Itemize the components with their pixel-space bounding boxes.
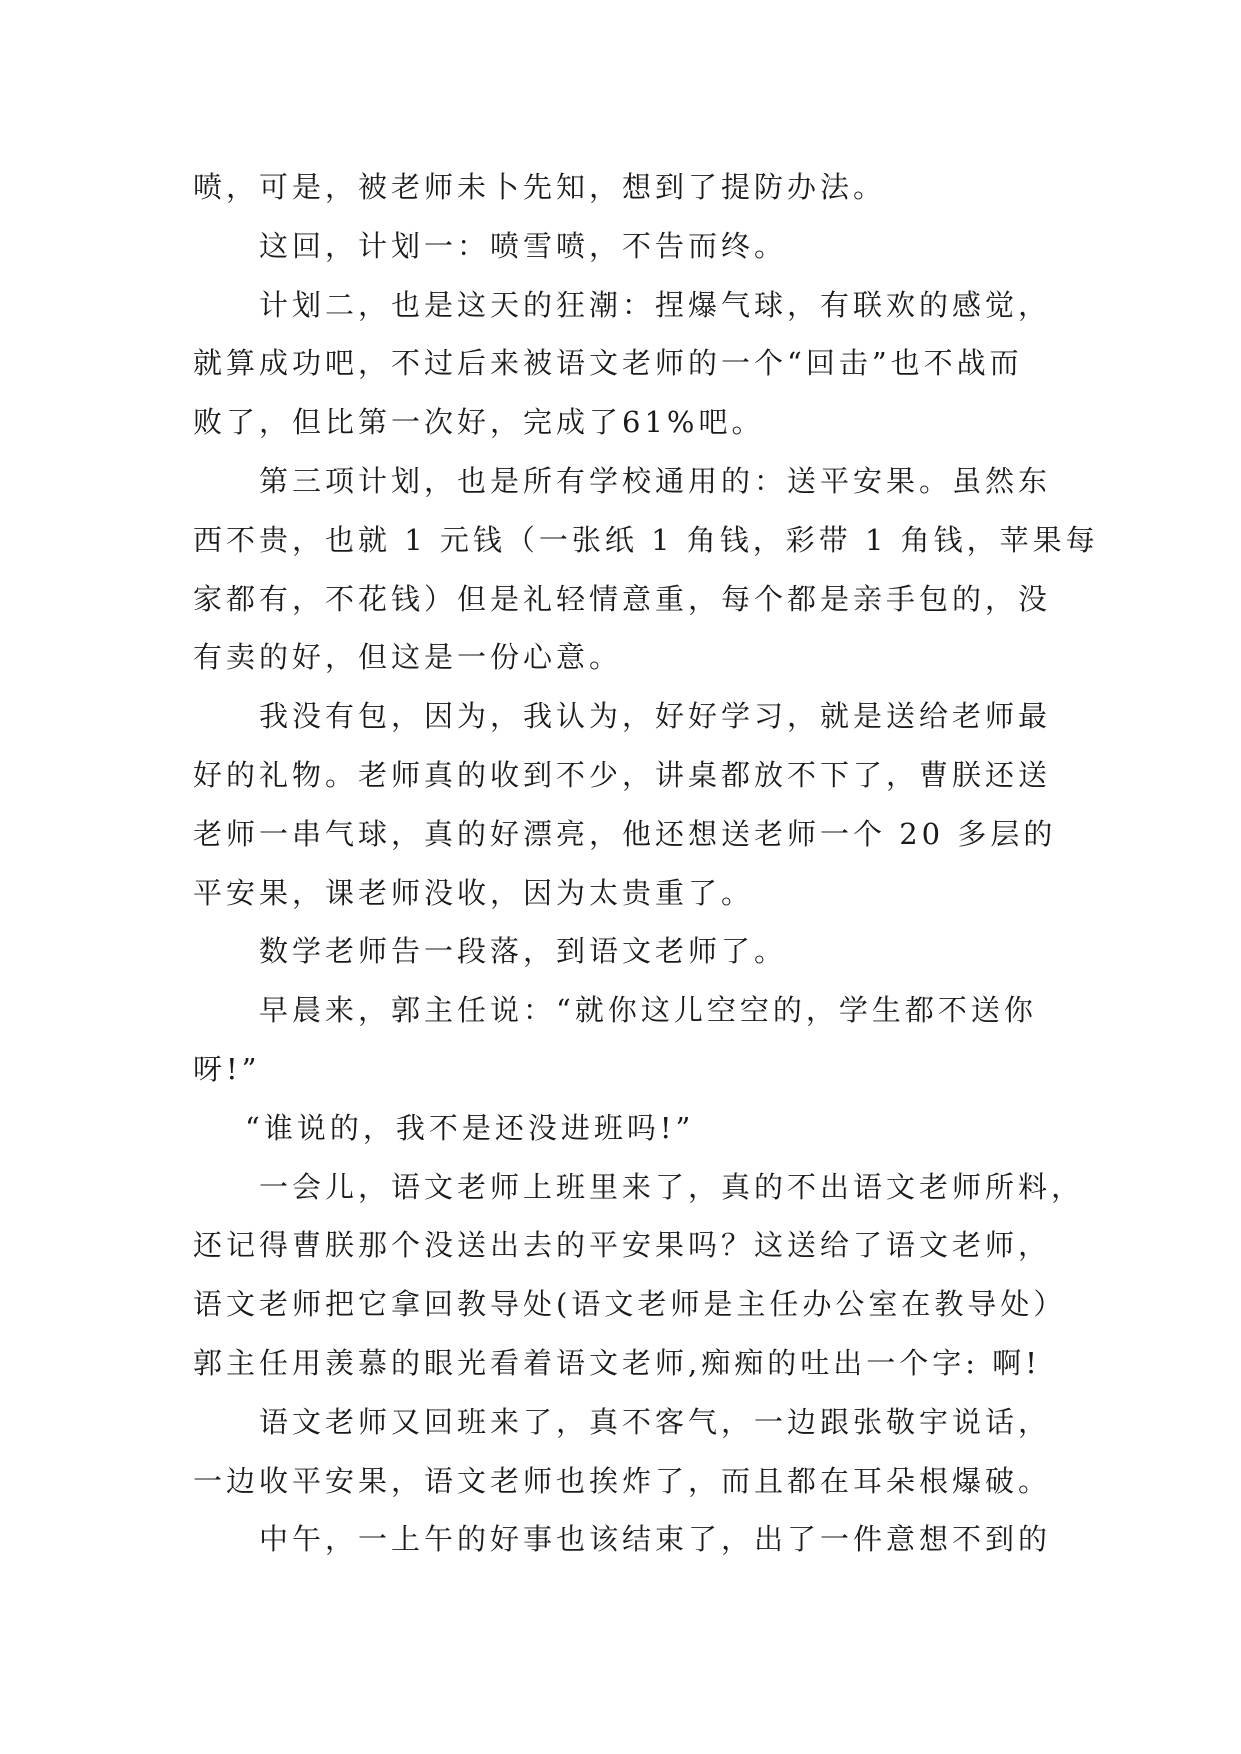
text-line: 计划二，也是这天的狂潮：捏爆气球，有联欢的感觉，	[259, 287, 1052, 322]
text-line: 败了，但比第一次好，完成了61%吧。	[193, 405, 765, 440]
text-line: 数学老师告一段落，到语文老师了。	[259, 934, 788, 969]
text-line: 家都有，不花钱）但是礼轻情意重，每个都是亲手包的，没	[193, 581, 1052, 616]
text-line: 一会儿，语文老师上班里来了，真的不出语文老师所料，	[259, 1169, 1085, 1204]
text-line: 早晨来，郭主任说：“就你这儿空空的，学生都不送你	[259, 993, 1037, 1028]
text-line: “谁说的，我不是还没进班吗!”	[245, 1110, 695, 1145]
text-line: 就算成功吧，不过后来被语文老师的一个“回击”也不战而	[193, 346, 1023, 381]
text-line: 第三项计划，也是所有学校通用的：送平安果。虽然东	[259, 463, 1052, 498]
document-body	[193, 158, 1099, 1569]
text-line: 喷，可是，被老师未卜先知，想到了提防办法。	[193, 170, 887, 204]
text-line: 好的礼物。老师真的收到不少，讲桌都放不下了，曹朕还送	[193, 757, 1052, 792]
text-line: 这回，计划一：喷雪喷，不告而终。	[259, 228, 788, 263]
text-line: 呀!”	[193, 1051, 261, 1086]
text-line: 还记得曹朕那个没送出去的平安果吗？这送给了语文老师，	[193, 1228, 1052, 1263]
text-line: 中午，一上午的好事也该结束了，出了一件意想不到的	[259, 1522, 1052, 1557]
text-line: 我没有包，因为，我认为，好好学习，就是送给老师最	[259, 699, 1052, 734]
text-line: 西不贵，也就 1 元钱（一张纸 1 角钱，彩带 1 角钱，苹果每	[193, 522, 1099, 557]
text-line: 郭主任用羡慕的眼光看着语文老师,痴痴的吐出一个字: 啊!	[193, 1345, 1041, 1380]
text-line: 语文老师又回班来了，真不客气，一边跟张敬宇说话，	[259, 1404, 1052, 1439]
text-line: 平安果，课老师没收，因为太贵重了。	[193, 875, 755, 910]
text-line: 一边收平安果，语文老师也挨炸了，而且都在耳朵根爆破。	[193, 1463, 1052, 1498]
text-line: 语文老师把它拿回教导处(语文老师是主任办公室在教导处）	[193, 1287, 1067, 1322]
text-line: 有卖的好，但这是一份心意。	[193, 640, 623, 675]
text-line: 老师一串气球，真的好漂亮，他还想送老师一个 20 多层的	[193, 816, 1057, 851]
